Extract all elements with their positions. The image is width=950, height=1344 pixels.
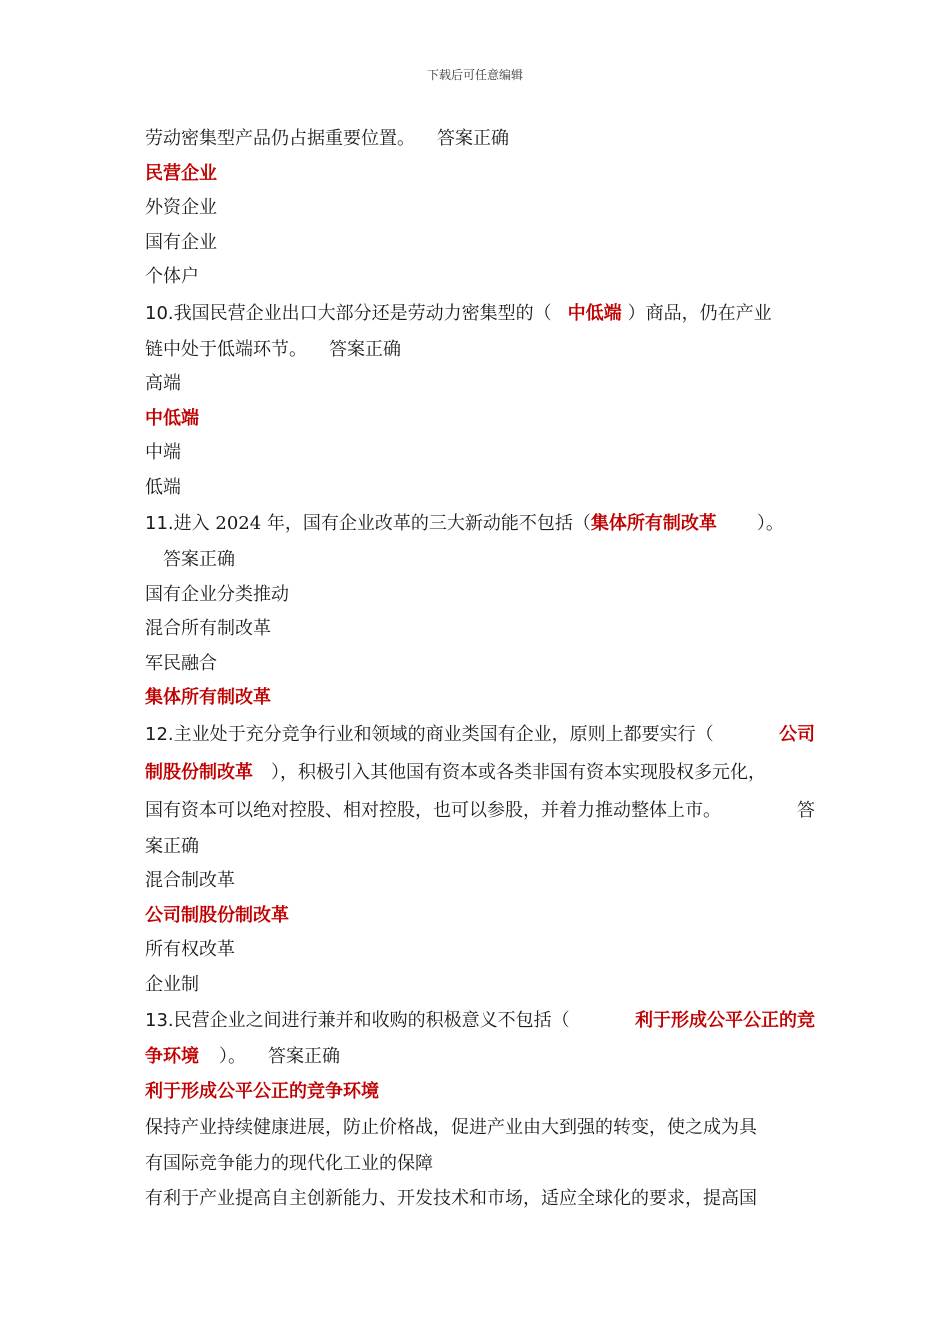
q12-option-correct: 公司制股份制改革 [145, 904, 289, 926]
q12-answer-fill-b: 制股份制改革 [145, 761, 253, 783]
q10-number: 10. [145, 302, 174, 324]
q13-stem-b: ）。 [219, 1046, 246, 1067]
q12-answer-label-b: 案正确 [145, 835, 199, 857]
q9-stem-tail [145, 122, 815, 157]
q11-option: 国有企业分类推动 [145, 583, 289, 605]
q12-option: 混合制改革 [145, 870, 235, 891]
q13-option-correct: 利于形成公平公正的竞争环境 [145, 1080, 379, 1102]
q12-stem-line2 [145, 754, 815, 792]
q9-option: 国有企业 [145, 231, 217, 253]
q9-option-correct: 民营企业 [145, 162, 217, 184]
q11-answer-line [145, 543, 815, 578]
q9-answer-label: 答案正确 [437, 128, 509, 149]
q13-stem-line1 [145, 1002, 815, 1040]
q13-stem-a: 民营企业之间进行兼并和收购的积极意义不包括（ [173, 1010, 570, 1031]
q12-answer-fill-a: 公司 [779, 723, 815, 745]
q10-stem-line2 [145, 333, 815, 368]
q12-option: 所有权改革 [145, 939, 235, 960]
q9-option: 个体户 [145, 266, 199, 287]
q12-stem-line1 [145, 716, 815, 754]
q13-option2-line1: 保持产业持续健康进展，防止价格战，促进产业由大到强的转变，使之成为具 [145, 1117, 757, 1138]
q10-answer-fill: 中低端 [567, 302, 622, 324]
q11-stem-b: ）。 [756, 513, 784, 534]
q12-stem-c: 国有资本可以绝对控股、相对控股，也可以参股，并着力推动整体上市。 [145, 799, 721, 821]
q10-stem-a: 我国民营企业出口大部分还是劳动力密集型的（ [173, 302, 552, 324]
q10-option-correct: 中低端 [145, 407, 199, 429]
q13-answer-fill-a: 利于形成公平公正的竞 [635, 1010, 815, 1031]
q13-option3-line1: 有利于产业提高自主创新能力、开发技术和市场，适应全球化的要求，提高国 [145, 1187, 757, 1209]
q13-answer-label: 答案正确 [268, 1046, 340, 1067]
q11-option-correct: 集体所有制改革 [145, 687, 271, 708]
q12-number: 12. [145, 723, 174, 745]
page-header: 下载后可任意编辑 [426, 68, 523, 82]
q10-option: 中端 [145, 442, 181, 463]
q9-stem-text: 劳动密集型产品仍占据重要位置。 [145, 128, 415, 149]
q10-option: 低端 [145, 476, 181, 498]
q10-answer-label: 答案正确 [329, 338, 401, 360]
q11-stem-a: 进入 2024 年，国有企业改革的三大新动能不包括（ [173, 513, 591, 534]
q11-answer-fill: 集体所有制改革 [590, 513, 717, 534]
q11-number: 11. [145, 513, 174, 534]
q12-answer-label-a: 答 [797, 799, 815, 821]
q13-number: 13. [145, 1010, 174, 1031]
q11-option: 混合所有制改革 [145, 618, 271, 639]
q12-stem-a: 主业处于充分竞争行业和领域的商业类国有企业，原则上都要实行（ [173, 723, 714, 745]
q10-option: 高端 [145, 373, 181, 394]
q10-stem-line1 [145, 295, 815, 333]
q13-answer-fill-b: 争环境 [145, 1046, 199, 1067]
document-body [145, 122, 815, 1216]
q11-option: 军民融合 [145, 652, 217, 674]
q10-stem-c: 链中处于低端环节。 [145, 338, 307, 360]
q13-option2-line2: 有国际竞争能力的现代化工业的保障 [145, 1153, 433, 1174]
q9-option: 外资企业 [145, 197, 217, 218]
q12-stem-line3 [145, 792, 815, 830]
q12-option: 企业制 [145, 973, 199, 995]
q10-stem-b: ）商品，仍在产业 [627, 302, 772, 324]
q13-stem-line2 [145, 1040, 815, 1075]
q12-stem-b: ），积极引入其他国有资本或各类非国有资本实现股权多元化， [271, 761, 766, 783]
q11-stem-line1 [145, 505, 815, 543]
q11-answer-label: 答案正确 [163, 549, 235, 570]
